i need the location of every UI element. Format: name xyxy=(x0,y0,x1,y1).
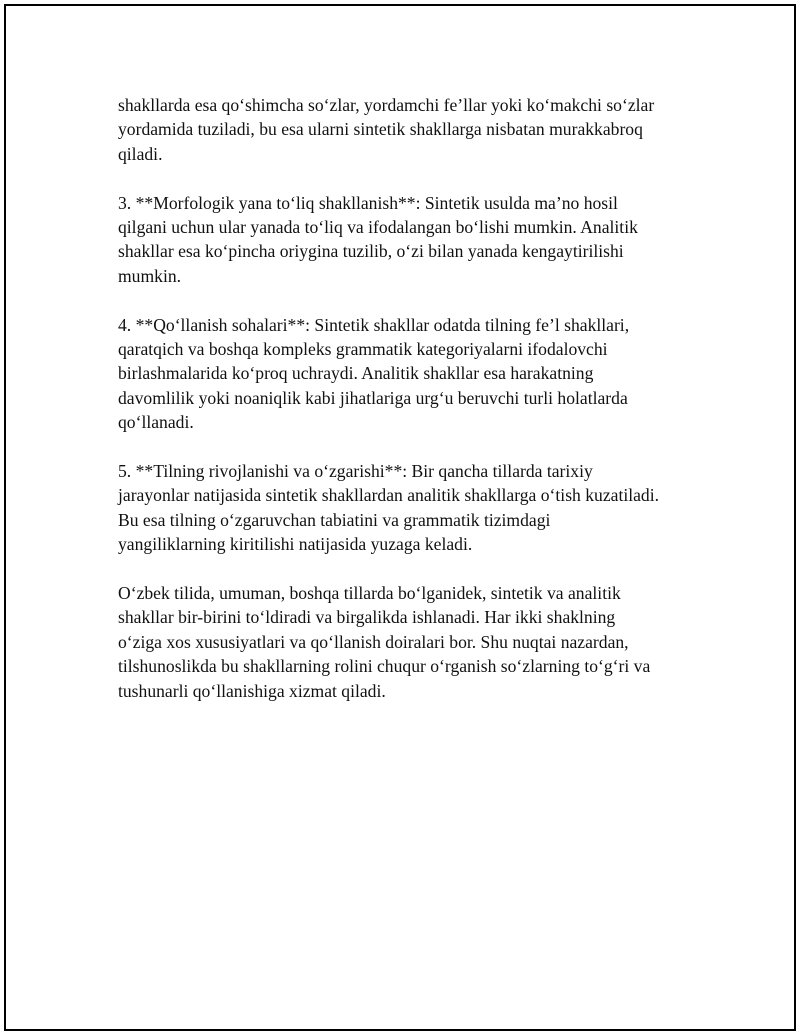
text-line: shakllar esa ko‘pincha oriygina tuzilib, o‘zi bilan yanada kengaytirilishi xyxy=(118,241,624,262)
paragraph-item-3 xyxy=(118,191,708,289)
paragraph-item-4 xyxy=(118,313,708,435)
text-line: 3. **Morfologik yana to‘liq shakllanish**: Sintetik usulda ma’no hosil xyxy=(118,192,618,213)
text-line: O‘zbek tilida, umuman, boshqa tillarda bo‘lganidek, sintetik va analitik xyxy=(118,583,621,604)
text-line: 5. **Tilning rivojlanishi va o‘zgarishi**: Bir qancha tillarda tarixiy xyxy=(118,461,593,482)
text-line: 4. **Qo‘llanish sohalari**: Sintetik shakllar odatda tilning fe’l shakllari, xyxy=(118,314,630,335)
text-line: o‘ziga xos xususiyatlari va qo‘llanish doiralari bor. Shu nuqtai nazardan, xyxy=(118,631,629,652)
text-line: shakllarda esa qo‘shimcha so‘zlar, yordamchi fe’llar yoki ko‘makchi so‘zlar xyxy=(118,95,655,115)
text-line: yangiliklarning kiritilishi natijasida yuzaga keladi. xyxy=(118,534,473,555)
text-line: qilgani uchun ular yanada to‘liq va ifodalangan bo‘lishi mumkin. Analitik xyxy=(118,217,638,238)
document-body xyxy=(118,93,708,727)
text-line: jarayonlar natijasida sintetik shakllardan analitik shakllarga o‘tish kuzatiladi. xyxy=(118,485,660,506)
text-line: qo‘llanadi. xyxy=(118,412,194,433)
text-line: qaratqich va boshqa kompleks grammatik kategoriyalarni ifodalovchi xyxy=(118,339,608,360)
paragraph-continuation xyxy=(118,93,708,166)
text-line: davomlilik yoki noaniqlik kabi jihatlariga urg‘u beruvchi turli holatlarda xyxy=(118,387,628,408)
text-line: mumkin. xyxy=(118,265,182,286)
text-line: tilshunoslikda bu shakllarning rolini chuqur o‘rganish so‘zlarning to‘g‘ri va xyxy=(118,656,651,677)
paragraph-item-5 xyxy=(118,459,708,557)
text-line: yordamida tuziladi, bu esa ularni sintetik shakllarga nisbatan murakkabroq xyxy=(118,119,643,140)
text-line: tushunarli qo‘llanishiga xizmat qiladi. xyxy=(118,680,386,701)
text-line: qiladi. xyxy=(118,143,163,164)
text-line: Bu esa tilning o‘zgaruvchan tabiatini va grammatik tizimdagi xyxy=(118,509,551,530)
text-line: birlashmalarida ko‘proq uchraydi. Analitik shakllar esa harakatning xyxy=(118,363,594,384)
paragraph-conclusion xyxy=(118,581,708,703)
text-line: shakllar bir-birini to‘ldiradi va birgalikda ishlanadi. Har ikki shaklning xyxy=(118,607,616,628)
